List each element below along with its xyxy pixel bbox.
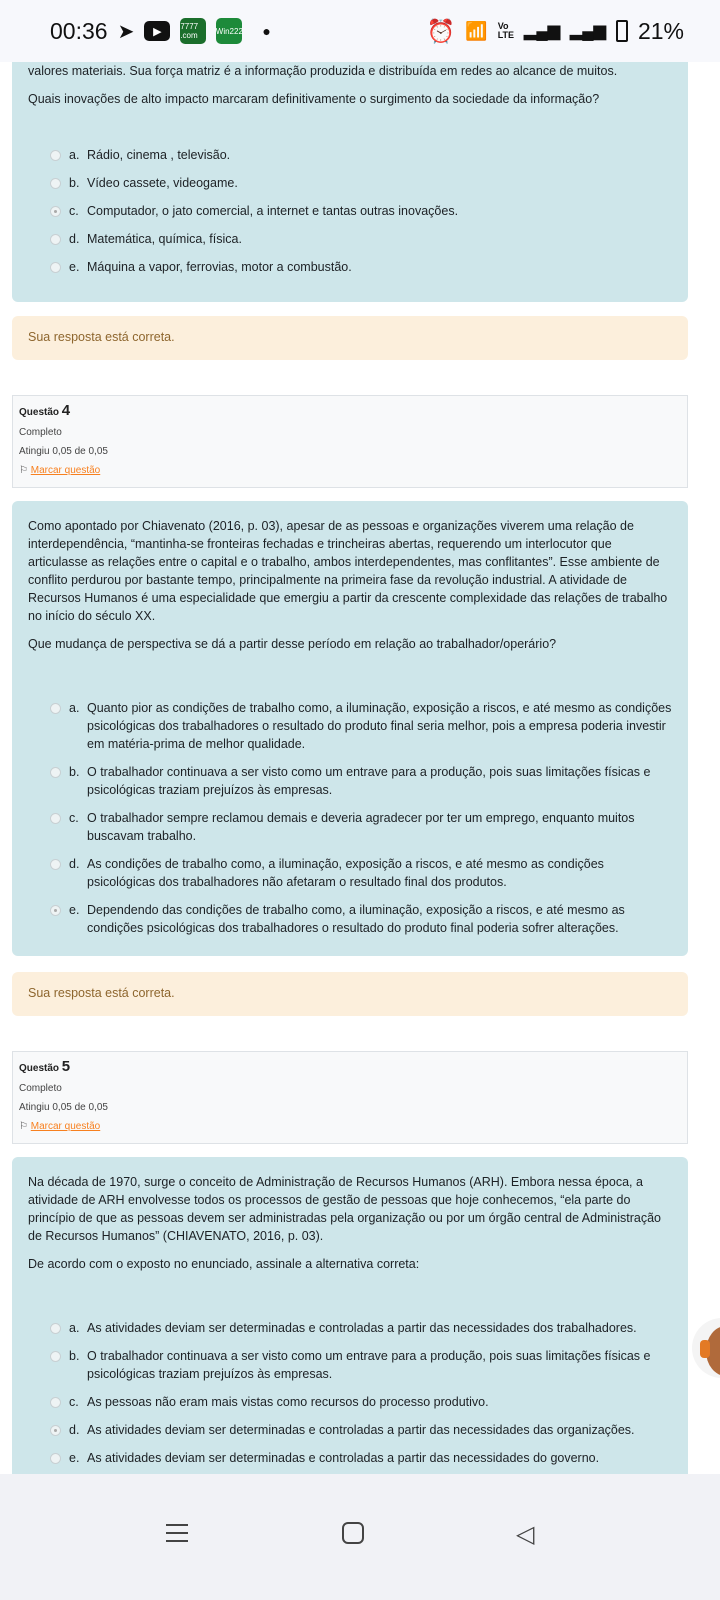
radio-button[interactable] <box>50 150 61 161</box>
option-text: Matemática, química, física. <box>87 232 242 246</box>
radio-button[interactable] <box>50 234 61 245</box>
question-number: Questão 4 <box>19 402 71 419</box>
answer-option[interactable] <box>50 855 672 891</box>
flag-question-link[interactable]: Marcar questão <box>30 1121 101 1132</box>
youtube-icon: ▶ <box>144 21 170 41</box>
status-bar <box>0 0 720 62</box>
radio-button[interactable] <box>50 905 61 916</box>
flag-icon: ⚐ <box>19 465 28 476</box>
question-4-info <box>12 395 688 488</box>
answer-option[interactable] <box>50 1393 672 1411</box>
answer-option[interactable] <box>50 763 672 799</box>
question-prompt: Quais inovações de alto impacto marcaram definitivamente o surgimento da sociedade da informação? <box>28 92 600 106</box>
dot-icon: ● <box>262 23 271 39</box>
option-letter: d. <box>69 1423 80 1437</box>
answer-option[interactable] <box>50 258 672 276</box>
option-letter: d. <box>69 232 80 246</box>
question-prompt: Que mudança de perspectiva se dá a partir desse período em relação ao trabalhador/operário? <box>28 637 557 651</box>
option-text: As pessoas não eram mais vistas como recursos do processo produtivo. <box>87 1395 489 1409</box>
option-letter: d. <box>69 857 80 871</box>
option-text: Vídeo cassete, videogame. <box>87 176 238 190</box>
radio-button[interactable] <box>50 703 61 714</box>
radio-button[interactable] <box>50 859 61 870</box>
answer-option[interactable] <box>50 1347 672 1383</box>
wifi-icon: 📶 <box>465 20 488 41</box>
option-letter: c. <box>69 204 79 218</box>
answer-option[interactable] <box>50 699 672 753</box>
option-text: As atividades deviam ser determinadas e controladas a partir das necessidades dos trabalhadores. <box>87 1321 637 1335</box>
option-letter: b. <box>69 1349 80 1363</box>
option-text: As condições de trabalho como, a iluminação, exposição a riscos, e até mesmo as condições psicológicas dos trabalhadores não afetaram o resultado final dos produtos. <box>87 857 604 889</box>
answer-option[interactable] <box>50 230 672 248</box>
battery-icon <box>616 20 628 42</box>
answer-option[interactable] <box>50 1319 672 1337</box>
flag-question-link[interactable]: Marcar questão <box>30 465 101 476</box>
option-text: O trabalhador sempre reclamou demais e deveria agradecer por ter um emprego, enquanto muitos buscavam trabalho. <box>87 811 635 843</box>
question-prompt: De acordo com o exposto no enunciado, assinale a alternativa correta: <box>28 1257 420 1271</box>
feedback-correct: Sua resposta está correta. <box>12 972 688 1016</box>
radio-button[interactable] <box>50 1453 61 1464</box>
radio-button[interactable] <box>50 813 61 824</box>
option-text: O trabalhador continuava a ser visto como um entrave para a produção, pois suas limitações físicas e psicológicas traziam prejuízos às empresas. <box>87 1349 651 1381</box>
option-letter: e. <box>69 1451 80 1465</box>
answer-option[interactable] <box>50 202 672 220</box>
question-text: Como apontado por Chiavenato (2016, p. 03), apesar de as pessoas e organizações viverem uma relação de interdependência, “mantinha-se fronteiras fechadas e trincheiras abertas, requerendo um interlocutor que articulasse as relações entre o capital e o trabalho, ambos interdependentes, mas conflitantes”. Esse ambiente de conflito perdurou por bastante tempo, principalmente na primeira fase da revolução industrial. A atividade de Recursos Humanos é uma especialidade que emergiu a partir da crescente complexidade das relações de trabalho no início do século XX. <box>28 519 668 623</box>
flag-row <box>19 1121 681 1132</box>
recent-apps-button[interactable] <box>166 1524 188 1542</box>
question-state: Completo <box>19 1083 62 1094</box>
question-text: Na década de 1970, surge o conceito de Administração de Recursos Humanos (ARH). Embora nessa época, a atividade de ARH envolvesse todos os processos de gestão de pessoas que hoje conhecemos, “ela parte do princípio de que as pessoas devem ser administradas pela organização ou por um órgão central de Administração de Recursos Humanos” (CHIAVENATO, 2016, p. 03). <box>28 1175 662 1243</box>
question-number: Questão 5 <box>19 1058 71 1075</box>
flag-row <box>19 465 681 476</box>
question-5-card <box>12 1157 688 1474</box>
option-text: As atividades deviam ser determinadas e controladas a partir das necessidades do governo. <box>87 1451 600 1465</box>
option-text: O trabalhador continuava a ser visto como um entrave para a produção, pois suas limitações físicas e psicológicas traziam prejuízos às empresas. <box>87 765 651 797</box>
option-text: Máquina a vapor, ferrovias, motor a combustão. <box>87 260 352 274</box>
assistant-avatar[interactable] <box>692 1318 720 1378</box>
option-text: Computador, o jato comercial, a internet e tantas outras inovações. <box>87 204 459 218</box>
alarm-icon: ⏰ <box>426 17 456 44</box>
radio-button[interactable] <box>50 206 61 217</box>
navigation-bar <box>0 1474 720 1600</box>
app1-label: 7777 .com <box>180 22 199 40</box>
option-letter: c. <box>69 811 79 825</box>
answer-option[interactable] <box>50 146 672 164</box>
question-text: valores materiais. Sua força matriz é a informação produzida e distribuída em redes ao alcance de muitos. <box>28 64 618 78</box>
flag-icon: ⚐ <box>19 1121 28 1132</box>
radio-button[interactable] <box>50 767 61 778</box>
telegram-icon: ➤ <box>117 20 135 43</box>
option-letter: b. <box>69 176 80 190</box>
feedback-correct: Sua resposta está correta. <box>12 316 688 360</box>
question-state: Completo <box>19 427 62 438</box>
option-letter: a. <box>69 1321 80 1335</box>
option-letter: a. <box>69 148 80 162</box>
answer-option[interactable] <box>50 1449 672 1467</box>
question-grade: Atingiu 0,05 de 0,05 <box>19 446 108 457</box>
answer-option[interactable] <box>50 174 672 192</box>
question-5-info <box>12 1051 688 1144</box>
option-letter: b. <box>69 765 80 779</box>
home-button[interactable] <box>342 1522 364 1544</box>
answer-option[interactable] <box>50 901 672 937</box>
back-button[interactable]: ◁ <box>516 1521 535 1548</box>
avatar-headset <box>700 1340 710 1358</box>
option-text: Quanto pior as condições de trabalho como, a iluminação, exposição a riscos, e até mesmo as condições psicológicas dos trabalhadores o resultado do produto final seria melhor, pois a empresa poderia investir em matéria-prima de melhor qualidade. <box>87 701 672 751</box>
option-text: Dependendo das condições de trabalho como, a iluminação, exposição a riscos, e até mesmo as condições psicológicas dos trabalhadores o resultado do produto final poderia sofrer alterações. <box>87 903 625 935</box>
option-text: Rádio, cinema , televisão. <box>87 148 231 162</box>
radio-button[interactable] <box>50 178 61 189</box>
radio-button[interactable] <box>50 1351 61 1362</box>
app2-label: Win222 <box>215 26 243 36</box>
app-7777-icon <box>180 18 206 44</box>
signal-icon: ▂▄▆ <box>524 23 560 40</box>
option-letter: e. <box>69 903 80 917</box>
volte-icon: Vo LTE <box>497 21 515 40</box>
question-grade: Atingiu 0,05 de 0,05 <box>19 1102 108 1113</box>
radio-button[interactable] <box>50 1397 61 1408</box>
radio-button[interactable] <box>50 1425 61 1436</box>
option-letter: e. <box>69 260 80 274</box>
radio-button[interactable] <box>50 262 61 273</box>
answer-option[interactable] <box>50 1421 672 1439</box>
option-text: As atividades deviam ser determinadas e controladas a partir das necessidades das organizações. <box>87 1423 635 1437</box>
app-win222-icon <box>216 18 242 44</box>
signal2-icon: ▂▄▆ <box>570 23 606 40</box>
option-letter: a. <box>69 701 80 715</box>
answer-option[interactable] <box>50 809 672 845</box>
question-3-card <box>12 40 688 302</box>
radio-button[interactable] <box>50 1323 61 1334</box>
question-4-card <box>12 501 688 956</box>
battery-level: 21% <box>637 17 684 44</box>
option-letter: c. <box>69 1395 79 1409</box>
clock: 00:36 <box>50 17 108 44</box>
